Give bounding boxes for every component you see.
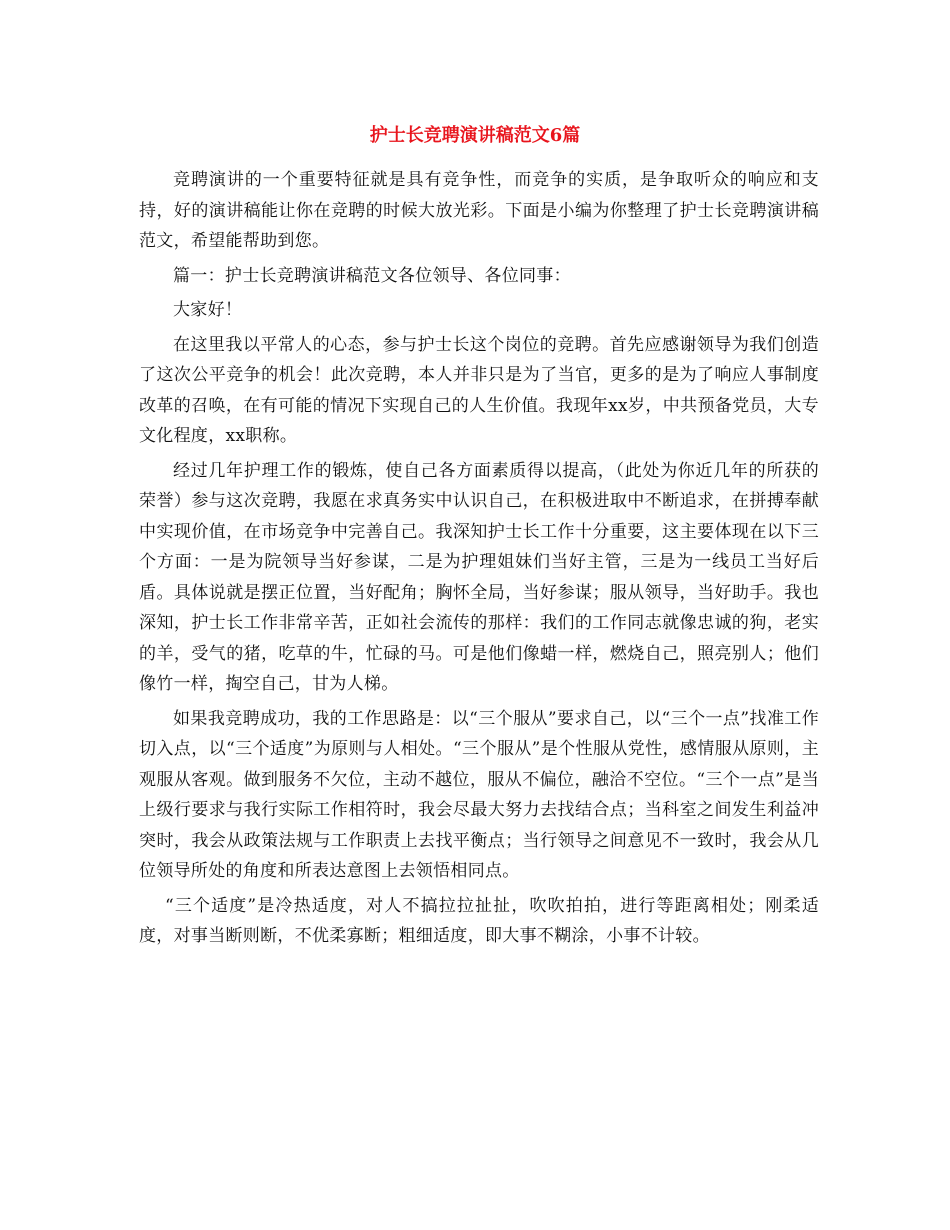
document-body <box>139 165 819 956</box>
paragraph-work-plan: 如果我竞聘成功，我的工作思路是：以“三个服从”要求自己，以“三个一点”找准工作切入点，以“三个适度”为原则与人相处。“三个服从”是个性服从党性，感情服从原则，主观服从客观。做到服务不欠位，主动不越位，服从不偏位，融洽不空位。“三个一点”是当上级行要求与我行实际工作相符时，我会尽最大努力去找结合点；当科室之间发生利益冲突时，我会从政策法规与工作职责上去找平衡点；当行领导之间意见不一致时，我会从几位领导所处的角度和所表达意图上去领悟相同点。 <box>139 708 819 881</box>
paragraph-intro: 竞聘演讲的一个重要特征就是具有竞争性，而竞争的实质，是争取听众的响应和支持，好的演讲稿能让你在竞聘的时候大放光彩。下面是小编为你整理了护士长竞聘演讲稿范文，希望能帮助到您。 <box>139 170 819 251</box>
paragraph-section-heading: 篇一：护士长竞聘演讲稿范文各位领导、各位同事： <box>173 265 571 286</box>
paragraph-three-moderations: “三个适度”是冷热适度，对人不搞拉拉扯扯，吹吹拍拍，进行等距离相处；刚柔适度，对事当断则断，不优柔寡断；粗细适度，即大事不糊涂，小事不计较。 <box>139 895 819 946</box>
paragraph-work-experience: 经过几年护理工作的锻炼，使自己各方面素质得以提高，（此处为你近几年的所获的荣誉）参与这次竞聘，我愿在求真务实中认识自己，在积极进取中不断追求，在拼搏奉献中实现价值，在市场竞争中完善自己。我深知护士长工作十分重要，这主要体现在以下三个方面：一是为院领导当好参谋，二是为护理姐妹们当好主管，三是为一线员工当好后盾。具体说就是摆正位置，当好配角；胸怀全局，当好参谋；服从领导，当好助手。我也深知，护士长工作非常辛苦，正如社会流传的那样：我们的工作同志就像忠诚的狗，老实的羊，受气的猪，吃草的牛，忙碌的马。可是他们像蜡一样，燃烧自己，照亮别人；他们像竹一样，掏空自己，甘为人梯。 <box>139 460 819 694</box>
document-title: 护士长竞聘演讲稿范文6篇 <box>369 125 581 146</box>
paragraph-greeting: 大家好！ <box>173 300 243 320</box>
paragraph-self-introduction: 在这里我以平常人的心态，参与护士长这个岗位的竞聘。首先应感谢领导为我们创造了这次公平竞争的机会！此次竞聘，本人并非只是为了当官，更多的是为了响应人事制度改革的召唤，在有可能的情况下实现自己的人生价值。我现年xx岁，中共预备党员，大专文化程度，xx职称。 <box>139 334 819 446</box>
